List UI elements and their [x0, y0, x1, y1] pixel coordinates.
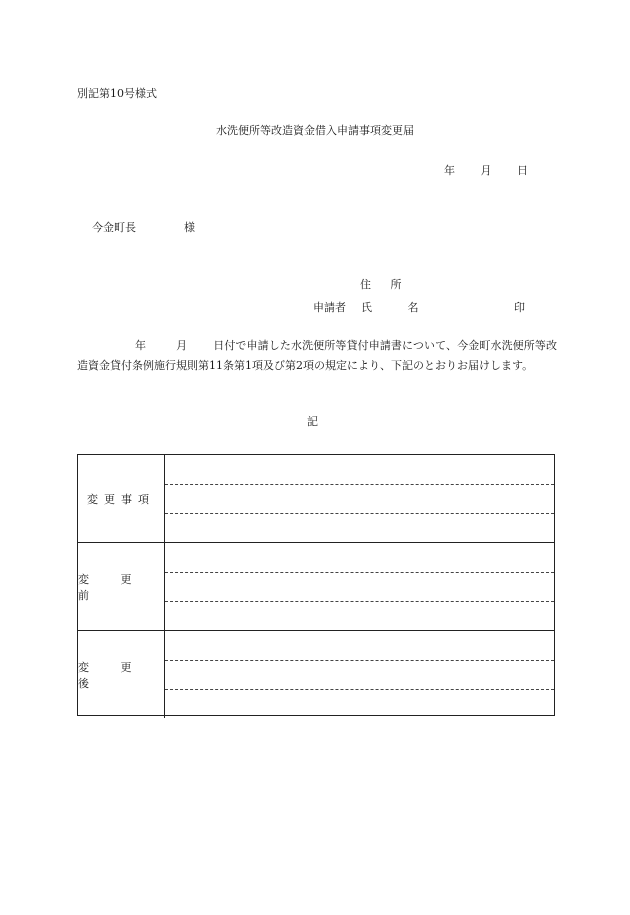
- body-text: 日付で申請した水洗便所等貸付申請書について、今金町水洗便所等改造資金貸付条例施行規則第11条第1項及び第2項の規定により、下記のとおりお届けします。: [77, 339, 557, 372]
- dashed-line: [165, 513, 554, 514]
- row-label: [78, 543, 165, 630]
- addressee: [92, 219, 195, 235]
- body-year: 年: [135, 339, 147, 352]
- body-paragraph: [77, 336, 557, 376]
- ki-heading: 記: [307, 415, 318, 428]
- date-year: 年: [444, 164, 455, 177]
- form-number: 別記第10号様式: [77, 87, 157, 100]
- name-label: 氏 名: [361, 301, 435, 314]
- dashed-line: [165, 572, 554, 573]
- document-title: 水洗便所等改造資金借入申請事項変更届: [216, 124, 414, 137]
- dashed-line: [165, 484, 554, 485]
- addressee-honorific: 様: [184, 221, 195, 234]
- row-label: [78, 455, 165, 542]
- dashed-line: [165, 660, 554, 661]
- seal-mark: 印: [514, 301, 525, 314]
- body-month: 月: [176, 339, 188, 352]
- change-items-field[interactable]: [165, 455, 554, 542]
- addressee-name: 今金町長: [92, 221, 136, 234]
- row-label-text: 変 更 前: [78, 572, 146, 602]
- dashed-line: [165, 689, 554, 690]
- table-row: [78, 631, 554, 718]
- date-month: 月: [480, 164, 492, 177]
- dashed-line: [165, 601, 554, 602]
- table-row: [78, 543, 554, 631]
- change-table: [77, 454, 555, 716]
- row-label-text: 変更事項: [87, 492, 155, 506]
- row-label-text: 変 更 後: [78, 660, 146, 690]
- date-day: 日: [517, 164, 528, 177]
- address-label: 住 所: [360, 278, 410, 291]
- before-change-field[interactable]: [165, 543, 554, 630]
- after-change-field[interactable]: [165, 631, 554, 718]
- date-line: [444, 162, 528, 178]
- applicant-label: 申請者: [313, 301, 346, 314]
- row-label: [78, 631, 165, 718]
- table-row: [78, 455, 554, 543]
